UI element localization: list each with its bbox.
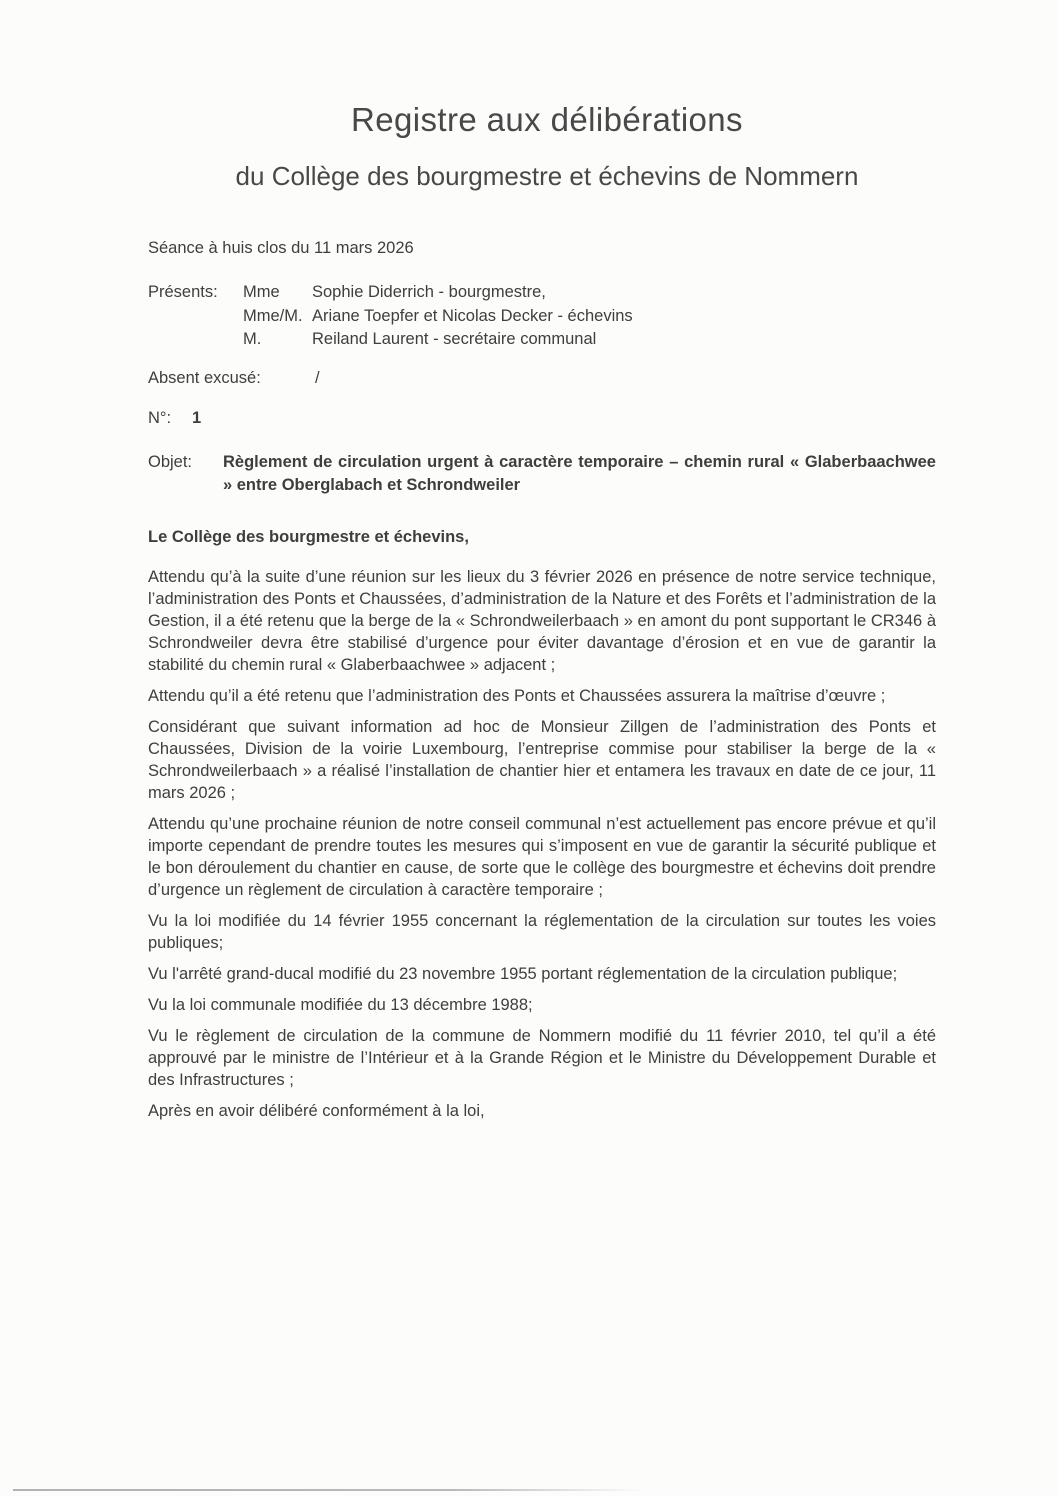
body-paragraph: Vu la loi communale modifiée du 13 décembre 1988; (148, 995, 533, 1014)
spacer (148, 305, 243, 329)
body-paragraph: Attendu qu’à la suite d’une réunion sur les lieux du 3 février 2026 en présence de notre service technique, l’administration des Ponts et Chaussées, d’administration de la Nature et des Forêts et l’administration de la Gestion, il a été retenu que la berge de la « Schrondweilerbaach » en amont du pont supportant le CR346 à Schrondweiler devra être stabilisé d’urgence pour éviter davantage d’érosion et en vue de garantir la stabilité du chemin rural « Glaberbaachwee » adjacent ; (148, 567, 936, 674)
absent-label: Absent excusé: (148, 368, 261, 387)
body-paragraph: Vu l'arrêté grand-ducal modifié du 23 novembre 1955 portant réglementation de la circulation publique; (148, 964, 898, 983)
presents-label: Présents: (148, 283, 218, 301)
subject-block (148, 451, 936, 497)
body-paragraph: Vu le règlement de circulation de la commune de Nommern modifié du 11 février 2010, tel qu’il a été approuvé par le ministre de l’Intérieur et à la Grande Région et le Ministre du Développement Durable et des Infrastructures ; (148, 1026, 936, 1089)
number-value: 1 (192, 408, 202, 427)
attendee-civility: M. (243, 330, 262, 348)
session-line: Séance à huis clos du 11 mars 2026 (148, 239, 414, 257)
absent-row (148, 367, 936, 389)
body-paragraph: Après en avoir délibéré conformément à la loi, (148, 1101, 485, 1120)
body-paragraph: Attendu qu’une prochaine réunion de notre conseil communal n’est actuellement pas encore prévue et qu’il importe cependant de prendre toutes les mesures qui s’imposent en vue de garantir la sécurité publique et le bon déroulement du chantier en cause, de sorte que le collège des bourgmestre et échevins doit prendre d’urgence un règlement de circulation à caractère temporaire ; (148, 814, 936, 899)
attendees-block (148, 281, 936, 352)
body-paragraph: Attendu qu’il a été retenu que l’administration des Ponts et Chaussées assurera la maîtrise d’œuvre ; (148, 686, 886, 705)
absent-value: / (315, 368, 320, 387)
document-title: Registre aux délibérations (351, 101, 743, 138)
attendee-civility: Mme (243, 283, 280, 301)
body-paragraph: Considérant que suivant information ad hoc de Monsieur Zillgen de l’administration des Ponts et Chaussées, Division de la voirie Luxembourg, l’entreprise commise pour stabiliser la berge de la « Schrondweilerbaach » a réalisé l’installation de chantier hier et entamera les travaux en date de ce jour, 11 mars 2026 ; (148, 717, 936, 802)
number-label: N°: (148, 408, 172, 427)
document-body (148, 237, 936, 1122)
scan-artifact-line (13, 1489, 643, 1491)
spacer (148, 328, 243, 352)
deliberation-number-row (148, 407, 936, 429)
attendee-names: Ariane Toepfer et Nicolas Decker - échevins (312, 306, 633, 325)
salutation-line: Le Collège des bourgmestre et échevins, (148, 527, 469, 546)
attendee-names: Reiland Laurent - secrétaire communal (312, 330, 597, 348)
attendee-names: Sophie Diderrich - bourgmestre, (312, 283, 546, 301)
document-subtitle: du Collège des bourgmestre et échevins de Nommern (235, 161, 859, 191)
subject-label: Objet: (148, 452, 193, 471)
subject-text: Règlement de circulation urgent à caractère temporaire – chemin rural « Glaberbaachwee » entre Oberglabach et Schrondweiler (223, 452, 936, 494)
body-paragraph: Vu la loi modifiée du 14 février 1955 concernant la réglementation de la circulation sur toutes les voies publiques; (148, 911, 936, 952)
attendee-civility: Mme/M. (243, 306, 303, 325)
